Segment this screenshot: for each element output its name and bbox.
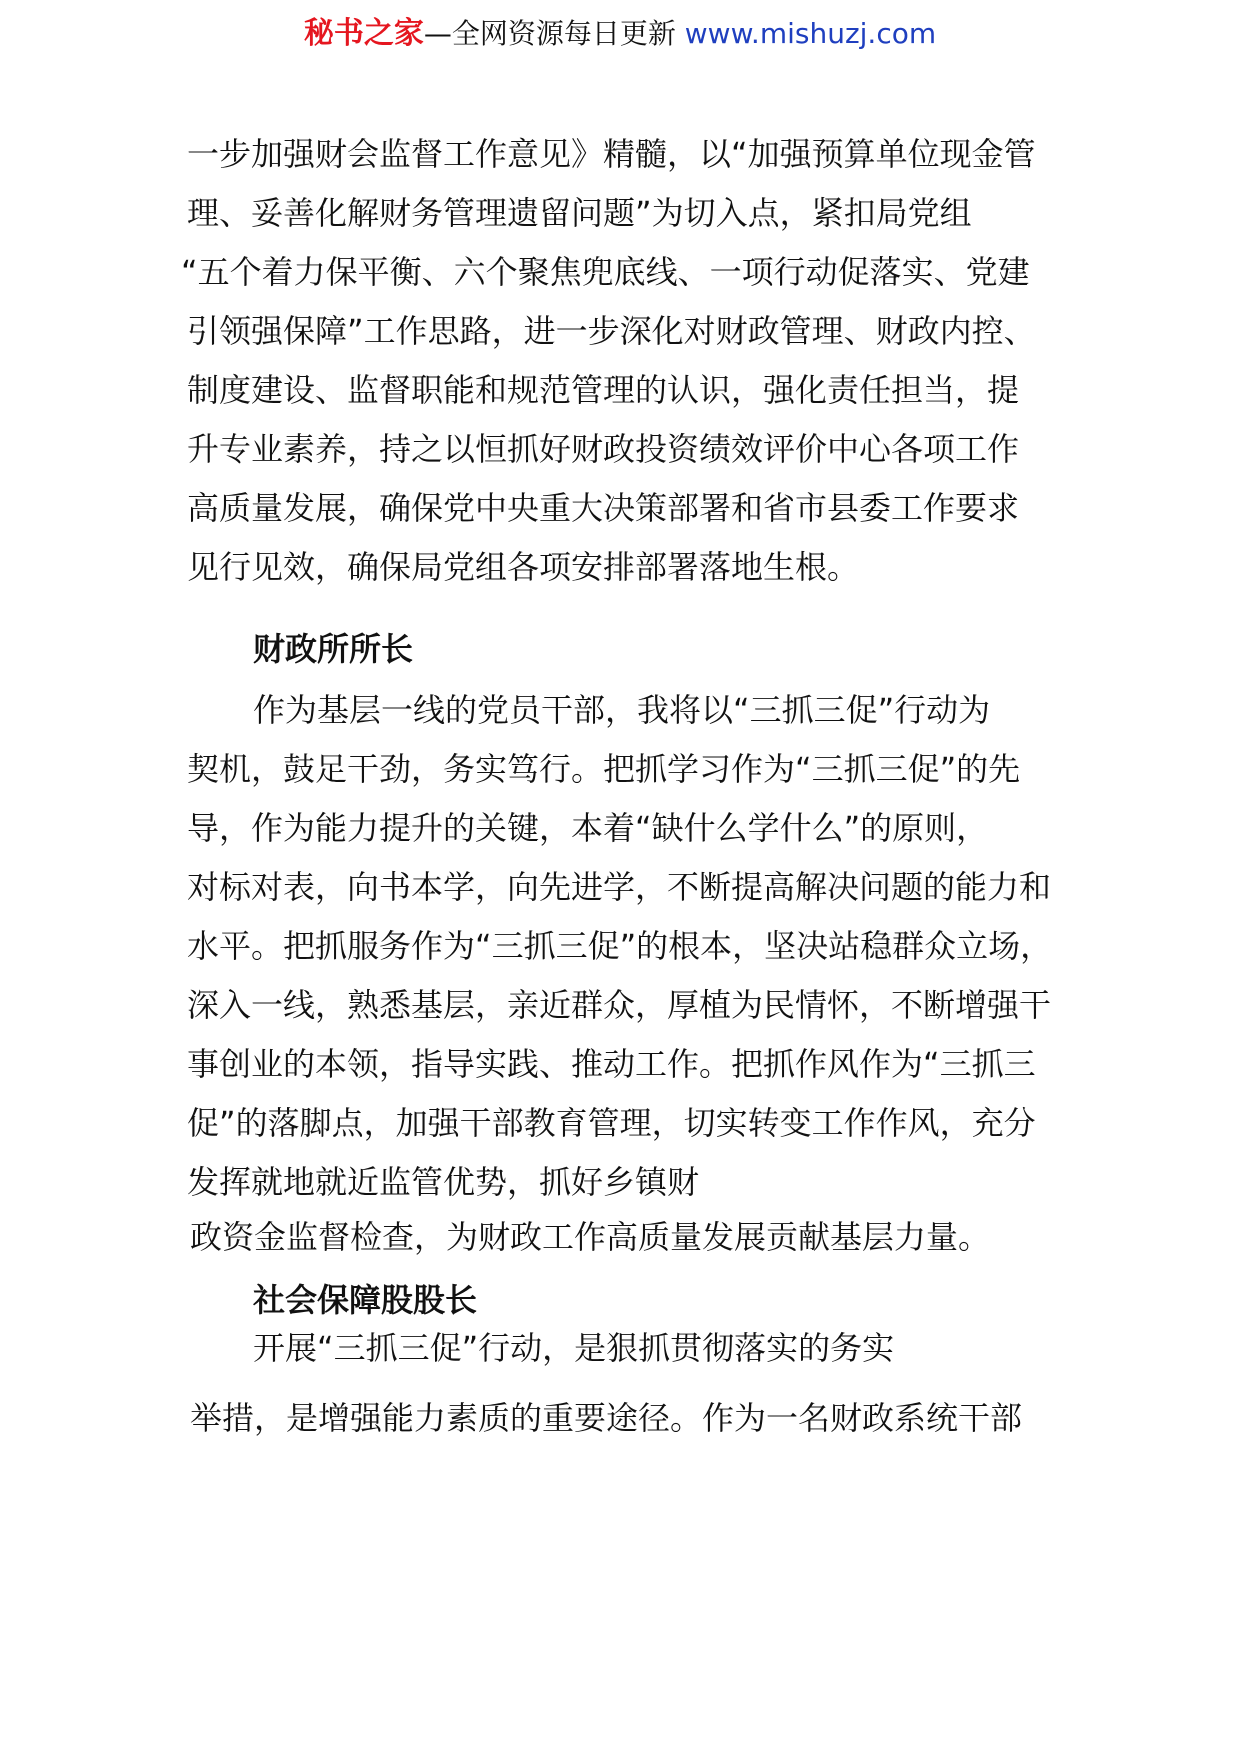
paragraph-line: 举措，是增强能力素质的重要途径。作为一名财政系统干部 bbox=[190, 1399, 1023, 1437]
site-brand: 秘书之家 bbox=[303, 16, 424, 51]
paragraph-line: 促”的落脚点，加强干部教育管理，切实转变工作作风，充分 bbox=[187, 1104, 1036, 1142]
paragraph-line: 事创业的本领，指导实践、推动工作。把抓作风作为“三抓三 bbox=[187, 1045, 1036, 1083]
paragraph-line: 作为基层一线的党员干部，我将以“三抓三促”行动为 bbox=[253, 691, 991, 729]
paragraph-line: 理、妥善化解财务管理遗留问题”为切入点，紧扣局党组 bbox=[187, 194, 972, 232]
site-tagline: —全网资源每日更新 bbox=[423, 17, 685, 50]
paragraph-line: 引领强保障”工作思路，进一步深化对财政管理、财政内控、 bbox=[187, 312, 1036, 350]
section-heading: 社会保障股股长 bbox=[253, 1281, 478, 1319]
paragraph-line: 水平。把抓服务作为“三抓三促”的根本，坚决站稳群众立场， bbox=[187, 927, 1053, 965]
paragraph-line: 高质量发展，确保党中央重大决策部署和省市县委工作要求 bbox=[187, 489, 1020, 527]
paragraph-line: 升专业素养，持之以恒抓好财政投资绩效评价中心各项工作 bbox=[187, 430, 1020, 468]
paragraph-line: 导，作为能力提升的关键，本着“缺什么学什么”的原则， bbox=[187, 809, 989, 847]
paragraph-line: 制度建设、监督职能和规范管理的认识，强化责任担当，提 bbox=[187, 371, 1020, 409]
site-url-link[interactable]: www.mishuzj.com bbox=[684, 17, 937, 50]
paragraph-line: 开展“三抓三促”行动，是狠抓贯彻落实的务实 bbox=[253, 1329, 895, 1367]
paragraph-line: 发挥就地就近监管优势，抓好乡镇财 bbox=[187, 1163, 700, 1201]
paragraph-line: 契机，鼓足干劲，务实笃行。把抓学习作为“三抓三促”的先 bbox=[187, 750, 1021, 788]
paragraph-line: 深入一线，熟悉基层，亲近群众，厚植为民情怀，不断增强干 bbox=[187, 986, 1052, 1024]
paragraph-line: 一步加强财会监督工作意见》精髓，以“加强预算单位现金管 bbox=[187, 135, 1036, 173]
paragraph-line: “五个着力保平衡、六个聚焦兜底线、一项行动促落实、党建 bbox=[181, 253, 1030, 291]
section-heading: 财政所所长 bbox=[253, 630, 414, 668]
paragraph-line: 政资金监督检查，为财政工作高质量发展贡献基层力量。 bbox=[190, 1218, 991, 1256]
paragraph-line: 见行见效，确保局党组各项安排部署落地生根。 bbox=[187, 548, 860, 586]
paragraph-line: 对标对表，向书本学，向先进学，不断提高解决问题的能力和 bbox=[187, 868, 1052, 906]
site-header bbox=[0, 14, 1240, 54]
